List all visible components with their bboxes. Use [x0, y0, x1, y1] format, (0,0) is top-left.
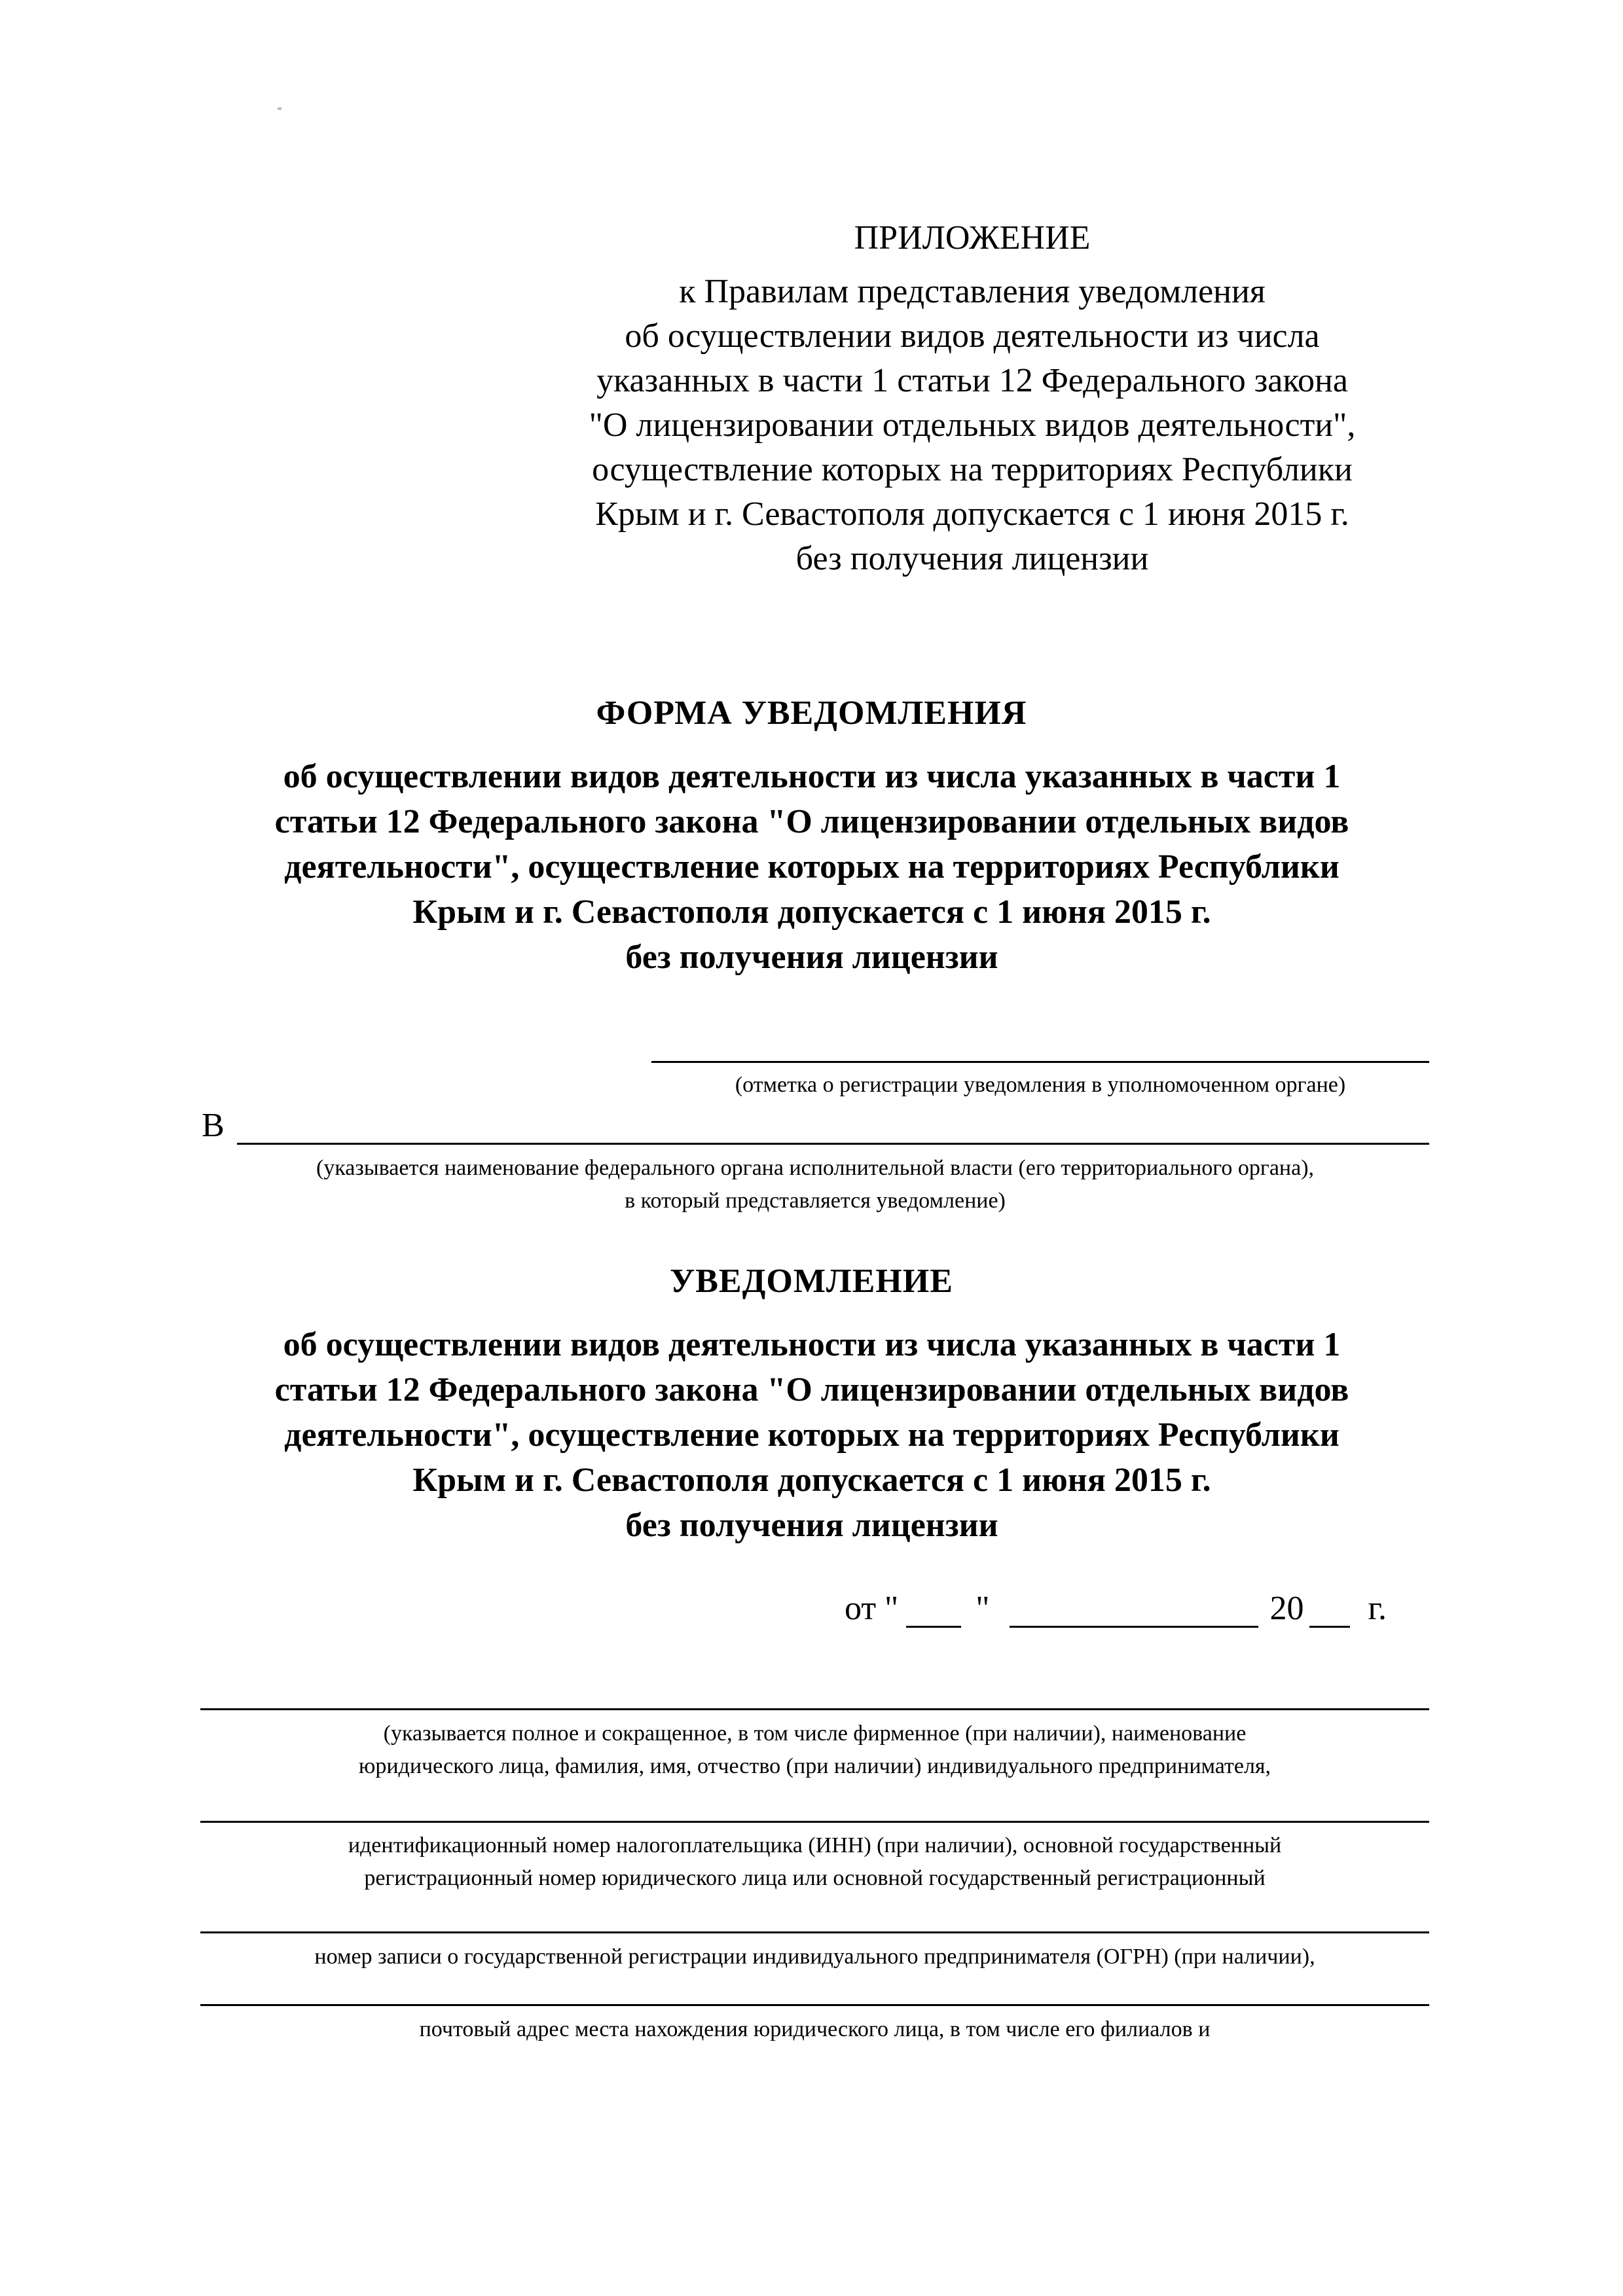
form-subtitle-line: статьи 12 Федерального закона "О лицензировании отдельных видов — [274, 803, 1349, 840]
date-month-blank[interactable] — [1010, 1596, 1258, 1628]
field-note-line: регистрационный номер юридического лица или основной государственный регистрационный — [364, 1866, 1266, 1890]
registration-note: (отметка о регистрации уведомления в уполномоченном органе) — [735, 1073, 1346, 1097]
field-note-line: (указывается полное и сокращенное, в том числе фирменное (при наличии), наименование — [383, 1721, 1247, 1746]
addressee-note-line: (указывается наименование федерального органа исполнительной власти (его территориального органа), — [316, 1156, 1315, 1180]
form-subtitle-line: Крым и г. Севастополя допускается с 1 июня 2015 г. — [412, 893, 1211, 931]
form-title: ФОРМА УВЕДОМЛЕНИЯ — [596, 694, 1027, 732]
applicant-name-note — [200, 1717, 1429, 1783]
notice-subtitle-line: без получения лицензии — [625, 1507, 998, 1544]
notice-subtitle-line: об осуществлении видов деятельности из числа указанных в части 1 — [283, 1326, 1341, 1363]
date-prefix: от " — [845, 1590, 899, 1627]
applicant-inn-note — [200, 1829, 1429, 1895]
form-subtitle-line: без получения лицензии — [625, 939, 998, 976]
notice-title: УВЕДОМЛЕНИЕ — [670, 1263, 953, 1300]
notice-subtitle-line: статьи 12 Федерального закона "О лицензировании отдельных видов — [274, 1371, 1349, 1408]
field-note-line: номер записи о государственной регистрации индивидуального предпринимателя (ОГРН) (при наличии), — [314, 1945, 1315, 1969]
date-quote-close: " — [976, 1590, 990, 1627]
registration-mark-line[interactable] — [651, 1061, 1429, 1063]
appendix-line: без получения лицензии — [795, 540, 1149, 577]
appendix-line: Крым и г. Севастополя допускается с 1 июня 2015 г. — [595, 495, 1349, 533]
form-subtitle — [164, 754, 1460, 980]
addressee-note — [196, 1152, 1434, 1217]
date-century: 20 — [1269, 1590, 1304, 1627]
addressee-note-line: в который представляется уведомление) — [625, 1189, 1006, 1213]
applicant-inn-line[interactable] — [200, 1821, 1429, 1823]
addressee-input-line[interactable] — [237, 1143, 1429, 1145]
form-subtitle-line: об осуществлении видов деятельности из числа указанных в части 1 — [283, 758, 1341, 795]
appendix-block — [537, 216, 1408, 581]
form-subtitle-line: деятельности", осуществление которых на территориях Республики — [284, 848, 1340, 886]
notice-subtitle-line: деятельности", осуществление которых на территориях Республики — [284, 1416, 1340, 1454]
field-note-line: юридического лица, фамилия, имя, отчество (при наличии) индивидуального предпринимателя, — [358, 1754, 1271, 1778]
notice-date-row — [845, 1589, 1387, 1628]
appendix-heading: ПРИЛОЖЕНИЕ — [854, 219, 1091, 257]
addressee-prefix: В — [202, 1107, 225, 1144]
appendix-line: к Правилам представления уведомления — [679, 273, 1266, 310]
field-note-line: идентификационный номер налогоплательщика (ИНН) (при наличии), основной государственный — [348, 1833, 1282, 1857]
date-suffix: г. — [1368, 1590, 1387, 1627]
appendix-line: осуществление которых на территориях Республики — [592, 451, 1353, 488]
notice-subtitle — [164, 1322, 1460, 1548]
applicant-name-line[interactable] — [200, 1708, 1429, 1710]
applicant-address-line[interactable] — [200, 2004, 1429, 2006]
date-year-blank[interactable] — [1309, 1596, 1350, 1628]
scan-speck — [278, 107, 282, 110]
appendix-line: об осуществлении видов деятельности из числа — [625, 317, 1320, 355]
field-note-line: почтовый адрес места нахождения юридического лица, в том числе его филиалов и — [419, 2017, 1211, 2041]
applicant-ogrn-line[interactable] — [200, 1931, 1429, 1933]
notice-subtitle-line: Крым и г. Севастополя допускается с 1 июня 2015 г. — [412, 1462, 1211, 1499]
date-day-blank[interactable] — [906, 1596, 961, 1628]
appendix-line: указанных в части 1 статьи 12 Федерального закона — [596, 362, 1348, 399]
applicant-address-note — [200, 2013, 1429, 2046]
appendix-line: "О лицензировании отдельных видов деятельности", — [589, 406, 1356, 444]
applicant-ogrn-note — [200, 1941, 1429, 1973]
